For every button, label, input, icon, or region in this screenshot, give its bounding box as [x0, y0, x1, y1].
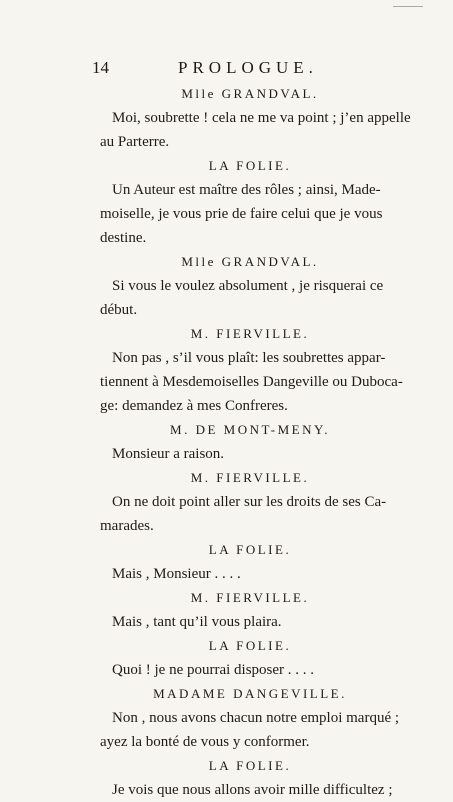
dialogue-line: début. [100, 302, 138, 318]
speaker-name: M. FIERVILLE. [190, 590, 310, 605]
dialogue-line: On ne doit point aller sur les droits de ses Ca- [112, 494, 387, 510]
dialogue-line: marades. [100, 518, 154, 534]
speaker-name: Mlle GRANDVAL. [181, 86, 319, 101]
speaker-name: LA FOLIE. [208, 542, 292, 557]
dialogue-line: Je vois que nous allons avoir mille difficultez ; [112, 782, 393, 798]
page-number: 14 [92, 58, 109, 77]
dialogue-line: au Parterre. [100, 134, 170, 150]
dialogue-line: ge: demandez à mes Confreres. [100, 398, 288, 414]
dialogue-line: Mais , tant qu’il vous plaira. [112, 614, 282, 630]
dialogue-line: ayez la bonté de vous y conformer. [100, 734, 310, 750]
speaker-name: Mlle GRANDVAL. [181, 254, 319, 269]
running-head [92, 58, 342, 82]
dialogue-line: Quoi ! je ne pourrai disposer . . . . [112, 662, 315, 678]
speaker-name: M. FIERVILLE. [190, 470, 310, 485]
dialogue-line: Un Auteur est maître des rôles ; ainsi, Made- [112, 182, 381, 198]
running-title: PROLOGUE. [178, 58, 318, 77]
dialogue-text [100, 82, 411, 802]
dialogue-line: moiselle, je vous prie de faire celui que je vous [100, 206, 383, 222]
speaker-name: LA FOLIE. [208, 638, 292, 653]
dialogue-line: Moi, soubrette ! cela ne me va point ; j’en appelle [112, 110, 411, 126]
speaker-name: LA FOLIE. [208, 158, 292, 173]
dialogue-line: Monsieur a raison. [112, 446, 225, 462]
speaker-name: M. FIERVILLE. [190, 326, 310, 341]
dialogue-line: Non , nous avons chacun notre emploi marqué ; [112, 710, 400, 726]
speaker-name: M. DE MONT-MENY. [170, 422, 330, 437]
dialogue-line: destine. [100, 230, 147, 246]
dialogue-line: tiennent à Mesdemoiselles Dangeville ou Duboca- [100, 374, 403, 390]
dialogue-line: Non pas , s’il vous plaît: les soubrettes appar- [112, 350, 386, 366]
top-edge-mark [393, 0, 423, 7]
speaker-name: MADAME DANGEVILLE. [153, 686, 347, 701]
dialogue-line: Si vous le voulez absolument , je risquerai ce [112, 278, 384, 294]
dialogue-line: Mais , Monsieur . . . . [112, 566, 241, 582]
speaker-name: LA FOLIE. [208, 758, 292, 773]
